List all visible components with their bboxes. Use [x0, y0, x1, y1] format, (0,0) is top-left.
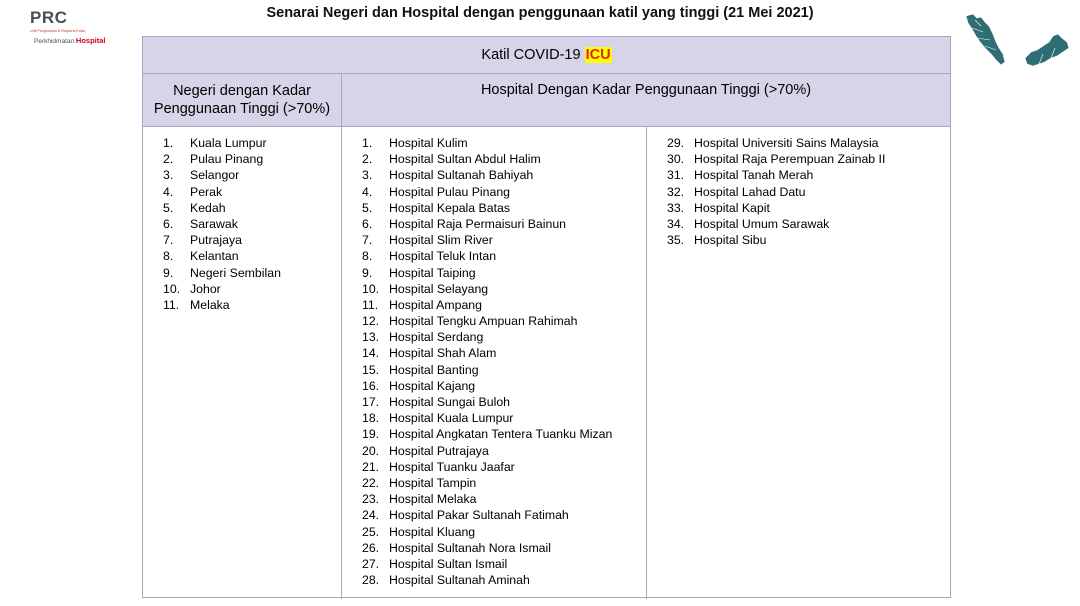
list-item-number: 6.: [163, 216, 174, 231]
list-item-number: 7.: [163, 233, 174, 248]
list-item-number: 9.: [163, 265, 174, 280]
list-item-name: Hospital Pulau Pinang: [389, 184, 510, 199]
list-item-number: 11.: [163, 297, 180, 312]
logo-footer: [34, 36, 106, 45]
list-item-name: Selangor: [190, 168, 240, 183]
list-item-name: Kuala Lumpur: [190, 136, 267, 150]
list-item-number: 24.: [362, 508, 380, 523]
list-item-name: Hospital Sungai Buloh: [389, 395, 510, 409]
list-item-number: 19.: [362, 427, 380, 442]
list-item-name: Hospital Ampang: [389, 297, 482, 312]
logo-tagline: Unit Pengurusan & Respons Krisis: [30, 29, 86, 33]
list-item-name: Hospital Teluk Intan: [389, 249, 497, 264]
list-item-name: Hospital Kajang: [389, 378, 476, 393]
list-item-number: 16.: [362, 378, 380, 393]
list-item-number: 34.: [667, 216, 685, 231]
list-item-name: Hospital Kulim: [389, 136, 468, 150]
list-item-name: Hospital Serdang: [389, 330, 484, 345]
list-item-name: Hospital Sultanah Bahiyah: [389, 168, 534, 183]
list-item-name: Hospital Sibu: [694, 233, 767, 248]
list-item-name: Perak: [190, 184, 223, 199]
list-item-name: Sarawak: [190, 216, 238, 231]
list-item-number: 25.: [362, 524, 380, 539]
list-item-number: 31.: [667, 168, 685, 183]
list-item-name: Hospital Banting: [389, 362, 479, 377]
list-item-number: 3.: [362, 168, 373, 183]
page-title: Senarai Negeri dan Hospital dengan penggunaan katil yang tinggi (21 Mei 2021): [266, 5, 814, 21]
logo-footer-prefix: Perkhidmatan: [34, 38, 75, 45]
list-item-name: Hospital Angkatan Tentera Tuanku Mizan: [389, 427, 613, 442]
list-item-name: Putrajaya: [190, 233, 242, 248]
logo-name: PRC: [30, 8, 68, 27]
malaysia-map-icon: [963, 12, 1073, 70]
header-prefix: Katil COVID-19: [481, 47, 581, 63]
hospitals-column-b: [647, 127, 950, 599]
table-column-headers: [143, 74, 950, 127]
list-item-number: 18.: [362, 411, 380, 426]
list-item-number: 23.: [362, 492, 380, 507]
list-item-name: Hospital Tanah Merah: [694, 168, 814, 183]
list-item-number: 26.: [362, 540, 380, 555]
list-item-number: 8.: [362, 249, 373, 264]
icu-table: [142, 36, 951, 598]
list-item-name: Hospital Taiping: [389, 265, 476, 280]
list-item-name: Melaka: [190, 297, 230, 312]
list-item-number: 15.: [362, 362, 380, 377]
list-item-number: 33.: [667, 200, 685, 215]
list-item-name: Hospital Pakar Sultanah Fatimah: [389, 508, 569, 523]
list-item-number: 4.: [163, 184, 174, 199]
list-item-name: Hospital Tampin: [389, 475, 477, 490]
list-item-number: 21.: [362, 459, 380, 474]
list-item-name: Hospital Kepala Batas: [389, 200, 510, 215]
list-item-number: 12.: [362, 314, 380, 329]
list-item-name: Hospital Kluang: [389, 524, 476, 539]
list-item-number: 5.: [163, 200, 174, 215]
states-column-header: Negeri dengan Kadar Penggunaan Tinggi (>70%): [143, 74, 342, 126]
states-column: [143, 127, 342, 599]
list-item-number: 13.: [362, 330, 380, 345]
list-item-number: 11.: [362, 297, 379, 312]
list-item-number: 28.: [362, 573, 380, 588]
table-main-header: [143, 37, 950, 74]
header-icu-highlight: ICU: [585, 47, 611, 63]
list-item-number: 1.: [163, 136, 174, 150]
list-item-name: Hospital Universiti Sains Malaysia: [694, 136, 879, 150]
list-item-name: Hospital Sultan Abdul Halim: [389, 152, 541, 167]
list-item-name: Hospital Sultan Ismail: [389, 556, 508, 571]
list-item-name: Kedah: [190, 200, 226, 215]
list-item-name: Hospital Umum Sarawak: [694, 216, 830, 231]
list-item-number: 2.: [362, 152, 373, 167]
list-item-name: Hospital Shah Alam: [389, 346, 497, 361]
list-item-number: 22.: [362, 475, 380, 490]
list-item-name: Hospital Tengku Ampuan Rahimah: [389, 314, 578, 329]
list-item-name: Hospital Kuala Lumpur: [389, 411, 514, 426]
list-item-name: Hospital Sultanah Nora Ismail: [389, 540, 551, 555]
list-item-number: 27.: [362, 556, 380, 571]
list-item-number: 10.: [163, 281, 181, 296]
list-item-number: 9.: [362, 265, 373, 280]
list-item-number: 5.: [362, 200, 373, 215]
list-item-name: Kelantan: [190, 249, 239, 264]
list-item-number: 8.: [163, 249, 174, 264]
list-item-name: Hospital Lahad Datu: [694, 184, 806, 199]
list-item-number: 20.: [362, 443, 380, 458]
list-item-name: Hospital Kapit: [694, 200, 770, 215]
list-item-name: Hospital Tuanku Jaafar: [389, 459, 515, 474]
list-item-number: 4.: [362, 184, 373, 199]
list-item-number: 30.: [667, 152, 685, 167]
list-item-name: Hospital Raja Permaisuri Bainun: [389, 216, 567, 231]
list-item-name: Hospital Melaka: [389, 492, 477, 507]
list-item-number: 14.: [362, 346, 380, 361]
list-item-number: 29.: [667, 136, 685, 150]
list-item-number: 17.: [362, 395, 380, 409]
list-item-name: Hospital Putrajaya: [389, 443, 489, 458]
list-item-number: 10.: [362, 281, 380, 296]
list-item-number: 3.: [163, 168, 174, 183]
list-item-name: Hospital Raja Perempuan Zainab II: [694, 152, 886, 167]
list-item-number: 1.: [362, 136, 373, 150]
list-item-number: 2.: [163, 152, 174, 167]
list-item-name: Hospital Slim River: [389, 233, 493, 248]
list-item-name: Negeri Sembilan: [190, 265, 281, 280]
list-item-number: 6.: [362, 216, 373, 231]
list-item-name: Johor: [190, 281, 221, 296]
list-item-name: Pulau Pinang: [190, 152, 264, 167]
logo-footer-highlight: Hospital: [75, 36, 106, 45]
hospitals-column-a: [342, 127, 647, 599]
list-item-name: Hospital Selayang: [389, 281, 489, 296]
hospitals-column-header: Hospital Dengan Kadar Penggunaan Tinggi (>70%): [480, 82, 812, 98]
list-item-name: Hospital Sultanah Aminah: [389, 573, 530, 588]
list-item-number: 32.: [667, 184, 685, 199]
list-item-number: 35.: [667, 233, 685, 248]
list-item-number: 7.: [362, 233, 373, 248]
